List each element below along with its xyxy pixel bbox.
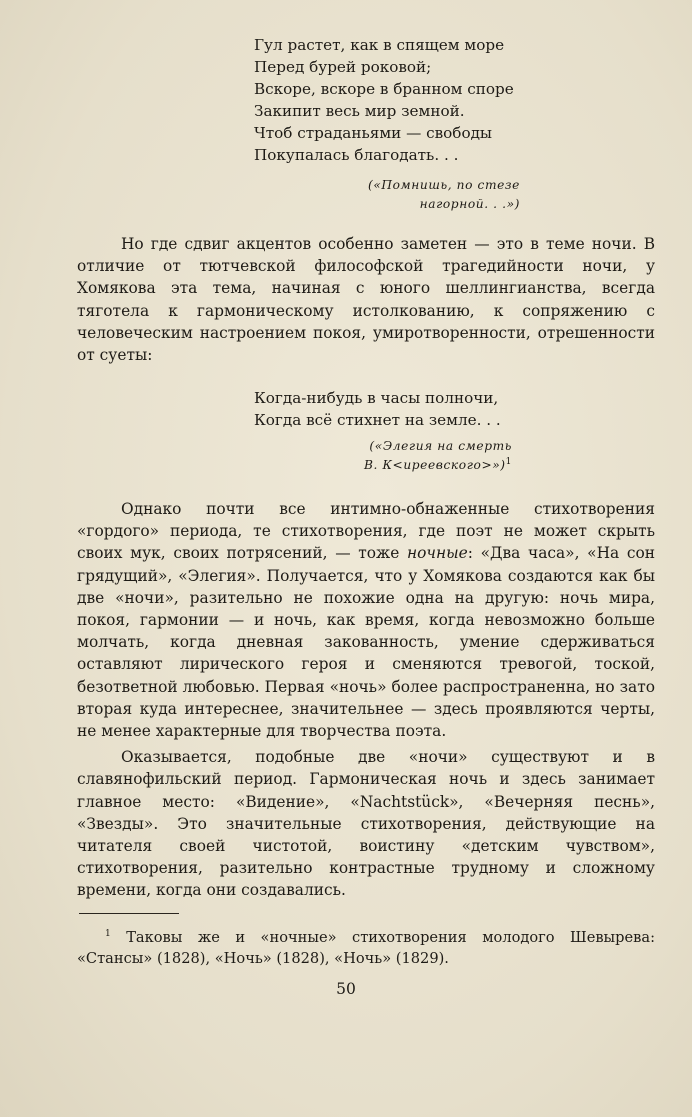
attribution-line: («Элегия на смерть	[369, 439, 512, 453]
attribution-line: нагорной. . .»)	[419, 197, 520, 211]
footnote-reference: 1	[505, 456, 512, 467]
attribution-text: В. К<иреевского>»)	[363, 458, 506, 472]
verse-attribution-1	[330, 176, 520, 214]
footnote-body: Таковы же и «ночные» стихотворения молодого Шевырева: «Стансы» (1828), «Ночь» (1828), «Ночь» (1829).	[77, 929, 655, 967]
footnote-divider	[79, 913, 179, 914]
paragraph-night-theme	[77, 233, 655, 366]
verse-line: Когда всё стихнет на земле. . .	[254, 411, 501, 429]
verse-line: Гул растет, как в спящем море	[254, 36, 505, 54]
paragraph-text-part: Однако почти все интимно-обнаженные стихотворения «гордого» периода, те стихотворения, где поэт не может скрыть своих мук, своих потрясений, — тоже	[77, 500, 655, 563]
verse-stanza-1	[254, 34, 514, 166]
emphasized-word: ночные	[406, 544, 468, 563]
verse-line: Когда-нибудь в часы полночи,	[254, 389, 499, 407]
verse-line: Перед бурей роковой;	[254, 58, 432, 76]
page-number: 50	[336, 980, 356, 998]
verse-line: Покупалась благодать. . .	[254, 146, 459, 164]
footnote-marker: 1	[105, 929, 111, 940]
verse-stanza-2	[254, 387, 501, 431]
paragraph-text-part: : «Два часа», «На сон грядущий», «Элегия». Получается, что у Хомякова создаются как бы две «ночи», разительно не похожие одна на другую: ночь мира, покоя, гармонии — и ночь, как время, когда невозможно больше молчать, когда дневная закованность, умение сдерживаться оставляют лирического героя и сменяются тревогой, тоской, безответной любовью. Первая «ночь» более распространенна, но зато вторая куда интереснее, значительнее — здесь проявляются черты, не менее характерные для творчества поэта.	[77, 544, 655, 741]
paragraph-text	[77, 498, 655, 742]
verse-line: Чтоб страданьями — свободы	[254, 124, 493, 142]
footnote-text	[77, 927, 655, 969]
verse-line: Закипит весь мир земной.	[254, 102, 465, 120]
paragraph-text: Оказывается, подобные две «ночи» существуют и в славянофильский период. Гармоническая ночь и здесь занимает главное место: «Видение», «Nachtstück», «Вечерняя песнь», «Звезды». Это значительные стихотворения, действующие на читателя своей чистотой, воистину «детским чувством», стихотворения, разительно контрастные трудному и сложному времени, когда они создавались.	[77, 748, 655, 900]
paragraph-two-nights	[77, 498, 655, 902]
verse-attribution-2	[300, 437, 512, 475]
footnote	[77, 927, 655, 969]
paragraph-text: Но где сдвиг акцентов особенно заметен — это в теме ночи. В отличие от тютчевской философской трагедийности ночи, у Хомякова эта тема, начиная с юного шеллингианства, всегда тяготела к гармоническому истолкованию, к сопряжению с человеческим настроением покоя, умиротворенности, отрешенности от суеты:	[77, 235, 655, 365]
verse-line: Вскоре, вскоре в бранном споре	[254, 80, 514, 98]
attribution-line	[300, 456, 512, 475]
attribution-line: («Помнишь, по стезе	[367, 178, 520, 192]
